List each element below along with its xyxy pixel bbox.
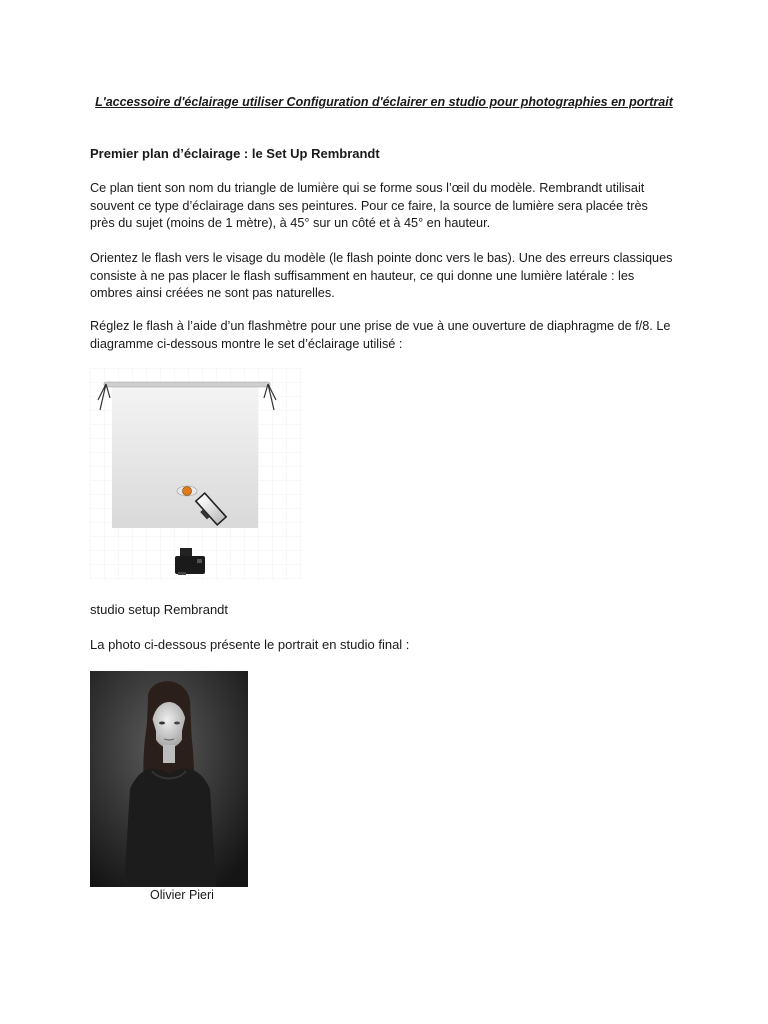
backdrop-icon — [98, 382, 276, 528]
paragraph-1: Ce plan tient son nom du triangle de lumière qui se forme sous l’œil du modèle. Rembrandt utilisait souvent ce type d’éclairage dans ses peintures. Pour ce faire, la source de lumière sera placée très près du sujet (moins de 1 mètre), à 45° sur un côté et à 45° en hauteur. — [90, 181, 648, 230]
photo-intro-text: La photo ci-dessous présente le portrait en studio final : — [90, 637, 410, 652]
model-icon — [177, 486, 197, 496]
paragraph-2: Orientez le flash vers le visage du modèle (le flash pointe donc vers le bas). Une des erreurs classiques consiste à ne pas placer le flash suffisamment en hauteur, ce qui donne une lumière latérale : les ombres ainsi créées ne sont pas naturelles. — [90, 251, 673, 300]
paragraph-3: Réglez le flash à l’aide d’un flashmètre pour une prise de vue à une ouverture de diaphragme de f/8. Le diagramme ci-dessous montre le set d’éclairage utilisé : — [90, 319, 671, 351]
photo-credit: Olivier Pieri — [150, 888, 214, 902]
document-title: L'accessoire d'éclairage utiliser Configuration d'éclairer en studio pour photographies en portrait — [95, 95, 673, 109]
lighting-diagram — [90, 368, 302, 580]
section-heading: Premier plan d’éclairage : le Set Up Rembrandt — [90, 146, 380, 161]
portrait-photo — [90, 671, 248, 887]
diagram-caption: studio setup Rembrandt — [90, 602, 229, 617]
